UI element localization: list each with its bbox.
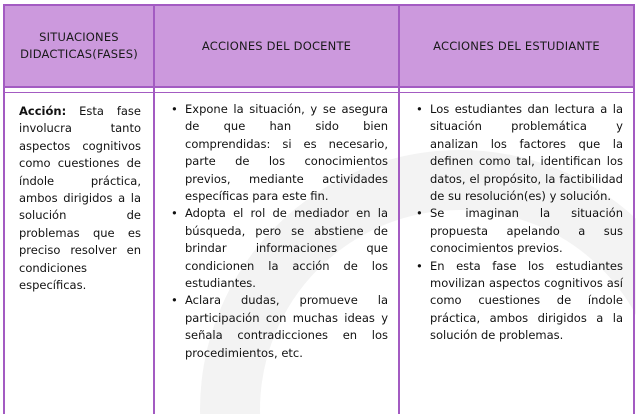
list-item: • Expone la situación, y se asegura de que han sido bien comprendidas: si es necesario, parte de los conocimientos previos, mediante actividades específicas para este fin.	[185, 101, 388, 205]
phases-table-container	[3, 4, 633, 414]
fase-description: Esta fase involucra tanto aspectos cognitivos como cuestiones de índole práctica, ambos dirigidos a la solución de problemas que es preciso resolver en condiciones específicas.	[19, 104, 141, 293]
list-item: • Se imaginan la situación propuesta apelando a sus conocimientos previos.	[430, 205, 623, 257]
phases-table	[3, 4, 635, 414]
fase-label: Acción:	[19, 104, 67, 118]
cell-acciones-docente	[154, 93, 399, 414]
list-item: • Los estudiantes dan lectura a la situación problemática y analizan los factores que la definen como tal, identifican los datos, el propósito, la factibilidad de su resolución(es) y solución.	[430, 101, 623, 205]
list-item: • Aclara dudas, promueve la participación con muchas ideas y señala contradicciones en los procedimientos, etc.	[185, 292, 388, 362]
header-situaciones: SITUACIONES DIDACTICAS(FASES)	[4, 5, 154, 87]
table-header-row	[4, 5, 634, 87]
list-item: • En esta fase los estudiantes movilizan aspectos cognitivos así como cuestiones de índole práctica, ambos dirigidos a la solución de problemas.	[430, 258, 623, 345]
docente-list	[169, 101, 388, 362]
header-acciones-docente: ACCIONES DEL DOCENTE	[154, 5, 399, 87]
header-acciones-estudiante: ACCIONES DEL ESTUDIANTE	[399, 5, 634, 87]
list-item: • Adopta el rol de mediador en la búsqueda, pero se abstiene de brindar informaciones que condicionen la acción de los estudiantes.	[185, 205, 388, 292]
table-row	[4, 93, 634, 414]
cell-fase-accion	[4, 93, 154, 414]
cell-acciones-estudiante	[399, 93, 634, 414]
estudiante-list	[414, 101, 623, 345]
